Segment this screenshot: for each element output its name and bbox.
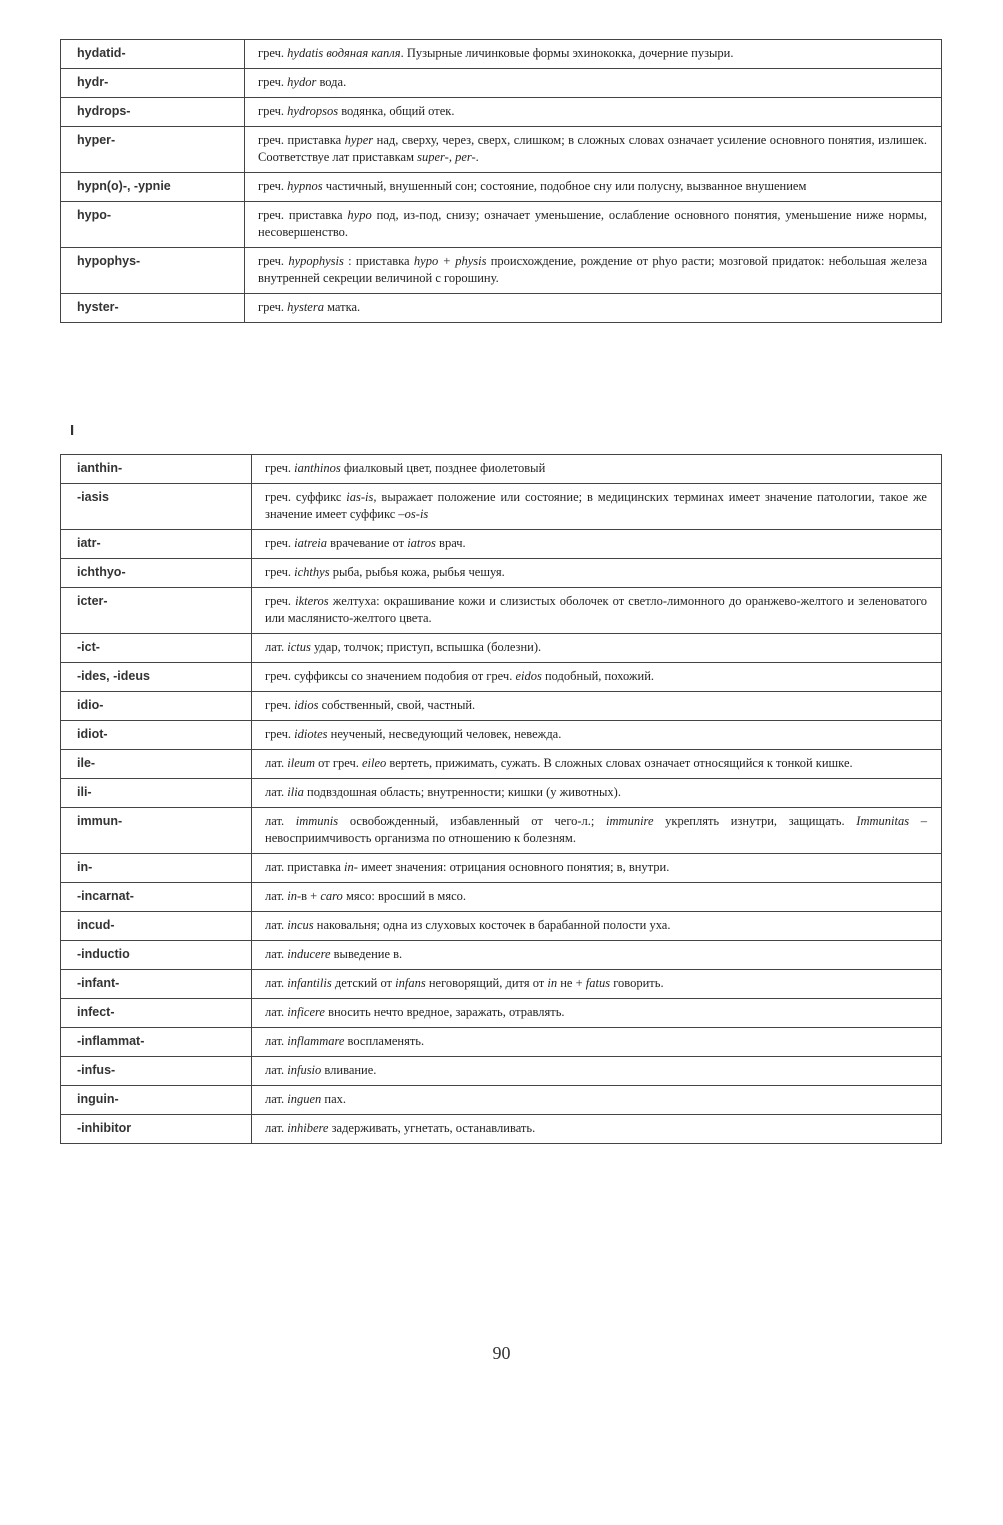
term-cell: -infus- xyxy=(61,1057,252,1086)
definition-text: греч. xyxy=(265,594,296,608)
definition-italic-text: hyper xyxy=(344,133,374,147)
definition-text: удар, толчок; приступ, вспышка (болезни). xyxy=(310,640,542,654)
definition-text: греч. xyxy=(258,104,288,118)
definition-text: имеет значения: отрицания основного понятия; в, внутри. xyxy=(357,860,670,874)
glossary-row xyxy=(61,202,942,248)
definition-text: от греч. xyxy=(315,756,362,770)
glossary-row xyxy=(61,173,942,202)
definition-text: лат. xyxy=(265,1092,288,1106)
glossary-row xyxy=(61,530,942,559)
glossary-row xyxy=(61,248,942,294)
definition-text: собственный, свой, частный. xyxy=(318,698,476,712)
definition-cell xyxy=(252,692,942,721)
definition-text: пах. xyxy=(321,1092,347,1106)
glossary-row xyxy=(61,1115,942,1144)
definition-italic-text: hydor xyxy=(287,75,317,89)
definition-text: , выражает положение или состояние; в медицинских терминах имеет значение патологии, такое же значение имеет суффикс xyxy=(265,490,927,521)
term-cell: hyster- xyxy=(61,294,245,323)
glossary-row xyxy=(61,912,942,941)
term-cell: incud- xyxy=(61,912,252,941)
definition-italic-text: in xyxy=(287,889,297,903)
definition-italic-text: immunire xyxy=(606,814,654,828)
definition-text: врач. xyxy=(435,536,466,550)
definition-cell xyxy=(245,248,942,294)
definition-text: лат. xyxy=(265,1063,288,1077)
definition-italic-text: ilia xyxy=(287,785,304,799)
definition-italic-text: infusio xyxy=(287,1063,322,1077)
definition-italic-text: in- xyxy=(344,860,358,874)
definition-text: греч. xyxy=(258,254,289,268)
term-cell: idio- xyxy=(61,692,252,721)
section-heading-i: I xyxy=(70,422,75,439)
definition-italic-text: eileo xyxy=(361,756,387,770)
term-cell: -iasis xyxy=(61,484,252,530)
definition-text: греч. приставка xyxy=(258,208,348,222)
definition-text: говорить. xyxy=(610,976,664,990)
definition-text: частичный, внушенный сон; состояние, подобное сну или полусну, вызванное внушением xyxy=(322,179,807,193)
term-cell: -ides, -ideus xyxy=(61,663,252,692)
glossary-row xyxy=(61,294,942,323)
definition-cell xyxy=(252,455,942,484)
definition-text: лат. xyxy=(265,947,288,961)
term-cell: hydrops- xyxy=(61,98,245,127)
term-cell: icter- xyxy=(61,588,252,634)
glossary-row xyxy=(61,721,942,750)
definition-italic-text: immunis xyxy=(295,814,339,828)
definition-cell xyxy=(245,202,942,248)
definition-italic-text: ichthys xyxy=(294,565,330,579)
term-cell: iatr- xyxy=(61,530,252,559)
definition-italic-text: hypo + physis xyxy=(413,254,487,268)
definition-cell xyxy=(252,721,942,750)
term-cell: hyper- xyxy=(61,127,245,173)
definition-text: лат. xyxy=(265,976,288,990)
definition-text: -в + xyxy=(296,889,321,903)
term-cell: -inductio xyxy=(61,941,252,970)
glossary-row xyxy=(61,455,942,484)
definition-italic-text: fatus xyxy=(585,976,611,990)
term-cell: inguin- xyxy=(61,1086,252,1115)
definition-cell xyxy=(252,912,942,941)
glossary-row xyxy=(61,1057,942,1086)
term-cell: -ict- xyxy=(61,634,252,663)
definition-text: фиалковый цвет, позднее фиолетовый xyxy=(340,461,546,475)
definition-italic-text: inducere xyxy=(287,947,331,961)
definition-cell xyxy=(252,883,942,912)
definition-text: вносить нечто вредное, заражать, отравлять. xyxy=(324,1005,565,1019)
glossary-row xyxy=(61,1086,942,1115)
definition-cell xyxy=(252,588,942,634)
glossary-row xyxy=(61,854,942,883)
term-cell: -infant- xyxy=(61,970,252,999)
definition-text: лат. xyxy=(265,889,288,903)
definition-text: над, сверху, через, сверх, слишком; в сложных словах означает усиление основного понятия, излишек. Соответствуе лат приставкам xyxy=(258,133,927,164)
definition-cell xyxy=(252,808,942,854)
definition-italic-text: iatros xyxy=(407,536,436,550)
definition-cell xyxy=(252,1057,942,1086)
definition-text: лат. xyxy=(265,1034,288,1048)
term-cell: hypo- xyxy=(61,202,245,248)
definition-text: матка. xyxy=(323,300,361,314)
definition-text: лат. xyxy=(265,814,296,828)
definition-italic-text: inflammare xyxy=(287,1034,345,1048)
definition-cell xyxy=(252,854,942,883)
definition-text: лат. приставка xyxy=(265,860,345,874)
glossary-row xyxy=(61,40,942,69)
definition-italic-text: hypo xyxy=(347,208,372,222)
definition-text: вода. xyxy=(316,75,347,89)
definition-italic-text: super-, per- xyxy=(417,150,476,164)
definition-cell xyxy=(252,1086,942,1115)
definition-italic-text: idiotes xyxy=(294,727,328,741)
definition-text: . xyxy=(475,150,479,164)
definition-text: : приставка xyxy=(343,254,414,268)
definition-cell xyxy=(245,294,942,323)
definition-text: воспламенять. xyxy=(344,1034,425,1048)
definition-italic-text: –os-is xyxy=(398,507,429,521)
glossary-row xyxy=(61,750,942,779)
definition-text: греч. приставка xyxy=(258,133,345,147)
definition-text: греч. xyxy=(258,75,288,89)
term-cell: immun- xyxy=(61,808,252,854)
definition-cell xyxy=(252,750,942,779)
definition-italic-text: ikteros xyxy=(295,594,329,608)
term-cell: ianthin- xyxy=(61,455,252,484)
definition-text: наковальня; одна из слуховых косточек в барабанной полости уха. xyxy=(313,918,671,932)
definition-text: желтуха: окрашивание кожи и слизистых оболочек от светло-лимонного до оранжево-желтого и зеленоватого или маслянисто-желтого цвета. xyxy=(265,594,928,625)
glossary-row xyxy=(61,69,942,98)
definition-italic-text: hypophysis xyxy=(288,254,344,268)
term-cell: idiot- xyxy=(61,721,252,750)
definition-text: рыба, рыбья кожа, рыбья чешуя. xyxy=(329,565,505,579)
definition-text: водянка, общий отек. xyxy=(338,104,455,118)
definition-text: укреплять изнутри, защищать. xyxy=(653,814,857,828)
definition-text: греч. xyxy=(265,727,295,741)
definition-italic-text: inhibere xyxy=(287,1121,329,1135)
definition-italic-text: hystera xyxy=(287,300,324,314)
definition-text: греч. суффиксы со значением подобия от греч. xyxy=(265,669,516,683)
glossary-row xyxy=(61,692,942,721)
glossary-row xyxy=(61,634,942,663)
definition-text: мясо: вросший в мясо. xyxy=(342,889,466,903)
definition-text: греч. xyxy=(258,46,288,60)
definition-italic-text: ianthinos xyxy=(294,461,341,475)
definition-text: лат. xyxy=(265,785,288,799)
definition-text: лат. xyxy=(265,1005,288,1019)
definition-italic-text: incus xyxy=(287,918,314,932)
definition-text: подобный, похожий. xyxy=(541,669,655,683)
term-cell: in- xyxy=(61,854,252,883)
definition-italic-text: hypnos xyxy=(287,179,323,193)
definition-text: греч. xyxy=(265,565,295,579)
definition-text: происхождение, рождение от phyo расти; мозговой придаток: небольшая железа внутренней секреции величиной с горошину. xyxy=(258,254,927,285)
definition-text: выведение в. xyxy=(330,947,403,961)
glossary-row xyxy=(61,98,942,127)
definition-cell xyxy=(245,40,942,69)
definition-text: освобожденный, избавленный от чего-л.; xyxy=(338,814,607,828)
definition-text: греч. суффикс xyxy=(265,490,347,504)
term-cell: -inhibitor xyxy=(61,1115,252,1144)
glossary-row xyxy=(61,484,942,530)
glossary-row xyxy=(61,588,942,634)
definition-text: подвздошная область; внутренности; кишки (у животных). xyxy=(303,785,621,799)
definition-italic-text: infantilis xyxy=(287,976,332,990)
definition-text: лат. xyxy=(265,756,288,770)
definition-text: неученый, несведующий человек, невежда. xyxy=(327,727,562,741)
definition-italic-text: idios xyxy=(294,698,319,712)
glossary-row xyxy=(61,883,942,912)
definition-cell xyxy=(245,69,942,98)
definition-text: . Пузырные личинковые формы эхинококка, дочерние пузыри. xyxy=(400,46,734,60)
definition-italic-text: ileum xyxy=(287,756,316,770)
definition-text: вливание. xyxy=(321,1063,377,1077)
definition-cell xyxy=(252,1028,942,1057)
definition-text: греч. xyxy=(265,536,295,550)
term-cell: -incarnat- xyxy=(61,883,252,912)
glossary-row xyxy=(61,970,942,999)
glossary-row xyxy=(61,559,942,588)
definition-text: задерживать, угнетать, останавливать. xyxy=(328,1121,536,1135)
glossary-row xyxy=(61,1028,942,1057)
definition-italic-text: iatreia xyxy=(294,536,328,550)
glossary-row xyxy=(61,808,942,854)
glossary-row xyxy=(61,941,942,970)
definition-cell xyxy=(252,941,942,970)
definition-italic-text: in xyxy=(547,976,558,990)
definition-cell xyxy=(252,530,942,559)
definition-cell xyxy=(252,634,942,663)
definition-text: – невосприимчивость организма по отношению к болезням. xyxy=(265,814,927,845)
glossary-table-i xyxy=(60,454,942,1144)
definition-italic-text: hydropsos xyxy=(287,104,339,118)
term-cell: -inflammat- xyxy=(61,1028,252,1057)
term-cell: hypn(o)-, -ypnie xyxy=(61,173,245,202)
definition-text: лат. xyxy=(265,1121,288,1135)
term-cell: ili- xyxy=(61,779,252,808)
definition-italic-text: Immunitas xyxy=(856,814,910,828)
term-cell: ile- xyxy=(61,750,252,779)
definition-italic-text: eidos xyxy=(515,669,542,683)
definition-cell xyxy=(245,98,942,127)
term-cell: hydr- xyxy=(61,69,245,98)
definition-cell xyxy=(252,484,942,530)
term-cell: ichthyo- xyxy=(61,559,252,588)
definition-text: детский от xyxy=(331,976,396,990)
glossary-row xyxy=(61,127,942,173)
definition-italic-text: inguen xyxy=(287,1092,322,1106)
definition-italic-text: hydatis водяная капля xyxy=(287,46,401,60)
glossary-row xyxy=(61,663,942,692)
definition-text: врачевание от xyxy=(327,536,408,550)
glossary-row xyxy=(61,779,942,808)
definition-cell xyxy=(245,127,942,173)
term-cell: hypophys- xyxy=(61,248,245,294)
definition-text: греч. xyxy=(265,461,295,475)
definition-text: не + xyxy=(557,976,586,990)
glossary-table-h xyxy=(60,39,942,323)
page-number: 90 xyxy=(492,1343,511,1363)
definition-cell xyxy=(252,559,942,588)
definition-italic-text: inficere xyxy=(287,1005,325,1019)
definition-cell xyxy=(245,173,942,202)
definition-italic-text: ias-is xyxy=(346,490,374,504)
definition-text: неговорящий, дитя от xyxy=(425,976,548,990)
definition-italic-text: caro xyxy=(320,889,343,903)
definition-cell xyxy=(252,663,942,692)
definition-cell xyxy=(252,779,942,808)
term-cell: infect- xyxy=(61,999,252,1028)
definition-text: лат. xyxy=(265,918,288,932)
definition-cell xyxy=(252,999,942,1028)
definition-text: греч. xyxy=(258,179,288,193)
definition-text: греч. xyxy=(265,698,295,712)
definition-cell xyxy=(252,1115,942,1144)
definition-text: греч. xyxy=(258,300,288,314)
definition-text: вертеть, прижимать, сужать. В сложных словах означает относящийся к тонкой кишке. xyxy=(386,756,853,770)
definition-italic-text: infans xyxy=(395,976,426,990)
glossary-row xyxy=(61,999,942,1028)
term-cell: hydatid- xyxy=(61,40,245,69)
definition-text: под, из-под, снизу; означает уменьшение, ослабление основного понятия, уменьшение ниже нормы, несовершенство. xyxy=(258,208,927,239)
definition-cell xyxy=(252,970,942,999)
definition-text: лат. xyxy=(265,640,288,654)
definition-italic-text: ictus xyxy=(287,640,311,654)
